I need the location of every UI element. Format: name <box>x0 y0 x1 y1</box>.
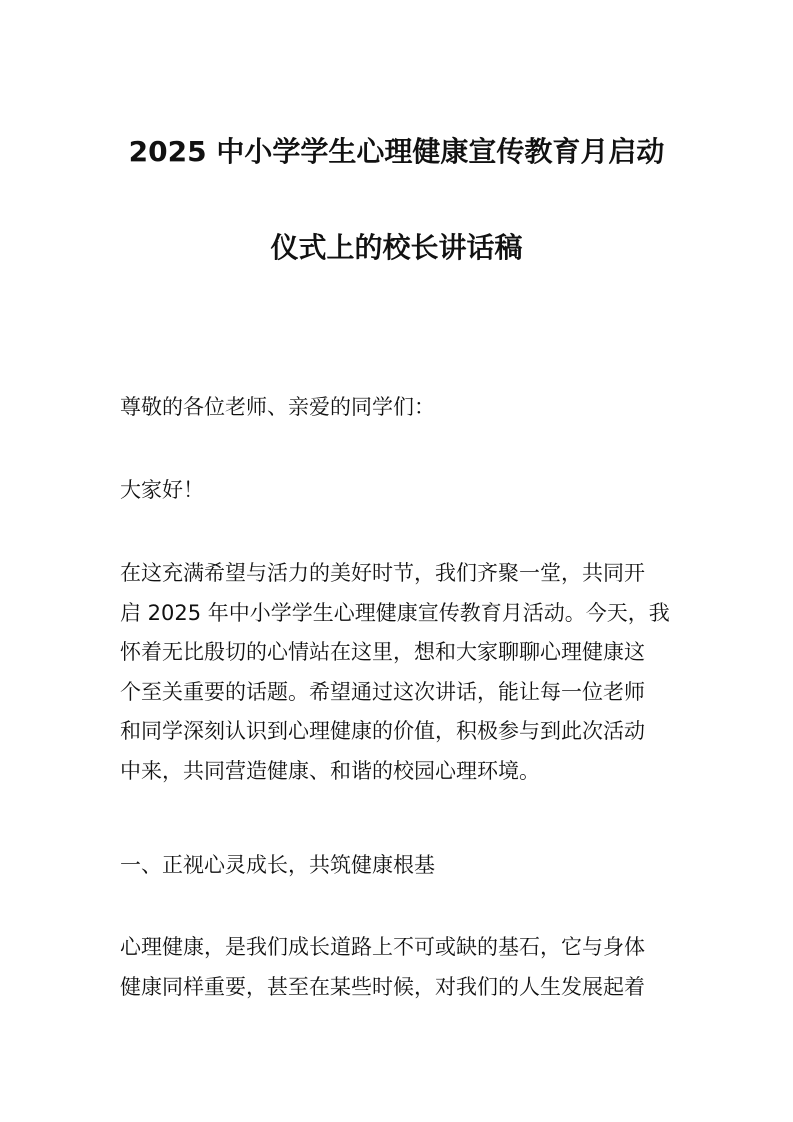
greeting: 大家好！ <box>120 478 204 502</box>
paragraph-line: 心理健康，是我们成长道路上不可或缺的基石，它与身体 <box>120 935 645 959</box>
intro-paragraph <box>120 554 680 792</box>
section-heading: 一、正视心灵成长，共筑健康根基 <box>120 853 435 877</box>
section1-paragraph <box>120 928 680 1007</box>
paragraph-line: 启 2025 年中小学学生心理健康宣传教育月活动。今天，我 <box>120 600 670 625</box>
title-line-1: 2025 中小学学生心理健康宣传教育月启动 <box>128 135 665 168</box>
paragraph-line: 健康同样重要，甚至在某些时候，对我们的人生发展起着 <box>120 974 645 999</box>
paragraph-line: 怀着无比殷切的心情站在这里，想和大家聊聊心理健康这 <box>120 640 645 665</box>
title-line-2: 仪式上的校长讲话稿 <box>270 231 523 264</box>
paragraph-line: 中来，共同营造健康、和谐的校园心理环境。 <box>120 758 540 783</box>
salutation: 尊敬的各位老师、亲爱的同学们： <box>120 395 435 419</box>
paragraph-line: 和同学深刻认识到心理健康的价值，积极参与到此次活动 <box>120 719 645 744</box>
paragraph-line: 个至关重要的话题。希望通过这次讲话，能让每一位老师 <box>120 679 645 704</box>
paragraph-line: 在这充满希望与活力的美好时节，我们齐聚一堂，共同开 <box>120 561 645 585</box>
